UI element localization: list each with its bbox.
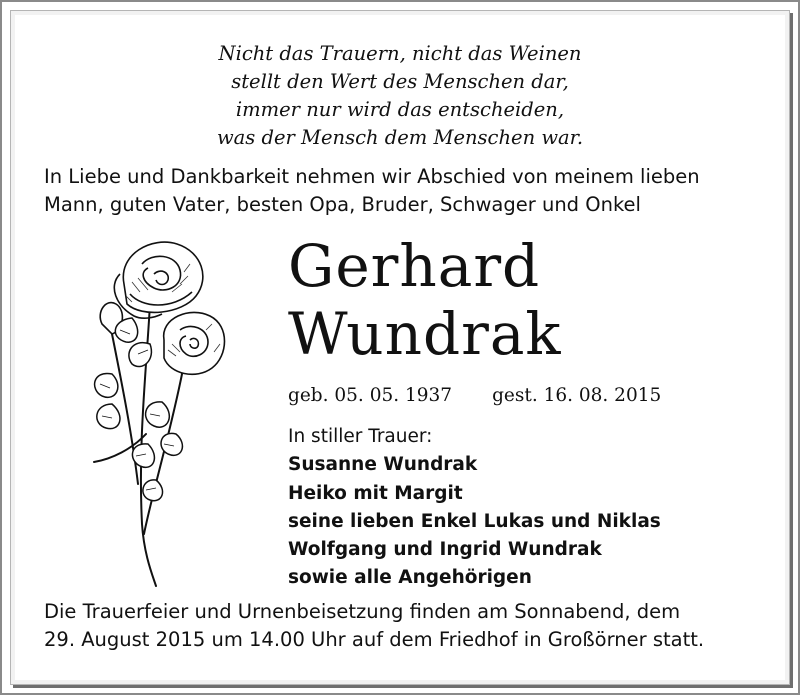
poem	[0, 40, 800, 152]
mourner-name: Heiko mit Margit	[288, 482, 463, 504]
deceased-name	[288, 232, 562, 368]
life-dates	[288, 383, 661, 409]
poem-line: was der Mensch dem Menschen war.	[216, 126, 584, 149]
funeral-line: 29. August 2015 um 14.00 Uhr auf dem Friedhof in Großörner statt.	[44, 628, 705, 651]
mourner-name: Wolfgang und Ingrid Wundrak	[288, 539, 602, 561]
deceased-last-name: Wundrak	[288, 300, 562, 368]
intro-line: Mann, guten Vater, besten Opa, Bruder, Schwager und Onkel	[44, 193, 641, 216]
birth-date: geb. 05. 05. 1937	[288, 385, 453, 406]
poem-line: immer nur wird das entscheiden,	[235, 98, 565, 121]
rose-icon	[72, 234, 232, 589]
mourners-list	[288, 423, 661, 593]
intro-line: In Liebe und Dankbarkeit nehmen wir Abschied von meinem lieben	[44, 165, 700, 188]
mourner-name: Susanne Wundrak	[288, 454, 478, 476]
funeral-line: Die Trauerfeier und Urnenbeisetzung finden am Sonnabend, dem	[44, 600, 681, 623]
poem-line: stellt den Wert des Menschen dar,	[231, 70, 569, 93]
funeral-notice	[44, 598, 704, 654]
mourner-name: sowie alle Angehörigen	[288, 567, 532, 589]
death-date: gest. 16. 08. 2015	[492, 385, 662, 406]
poem-line: Nicht das Trauern, nicht das Weinen	[218, 42, 582, 65]
intro-text	[44, 163, 700, 219]
mourners-heading: In stiller Trauer:	[288, 426, 433, 447]
deceased-first-name: Gerhard	[288, 232, 541, 300]
mourner-name: seine lieben Enkel Lukas und Niklas	[288, 510, 661, 532]
